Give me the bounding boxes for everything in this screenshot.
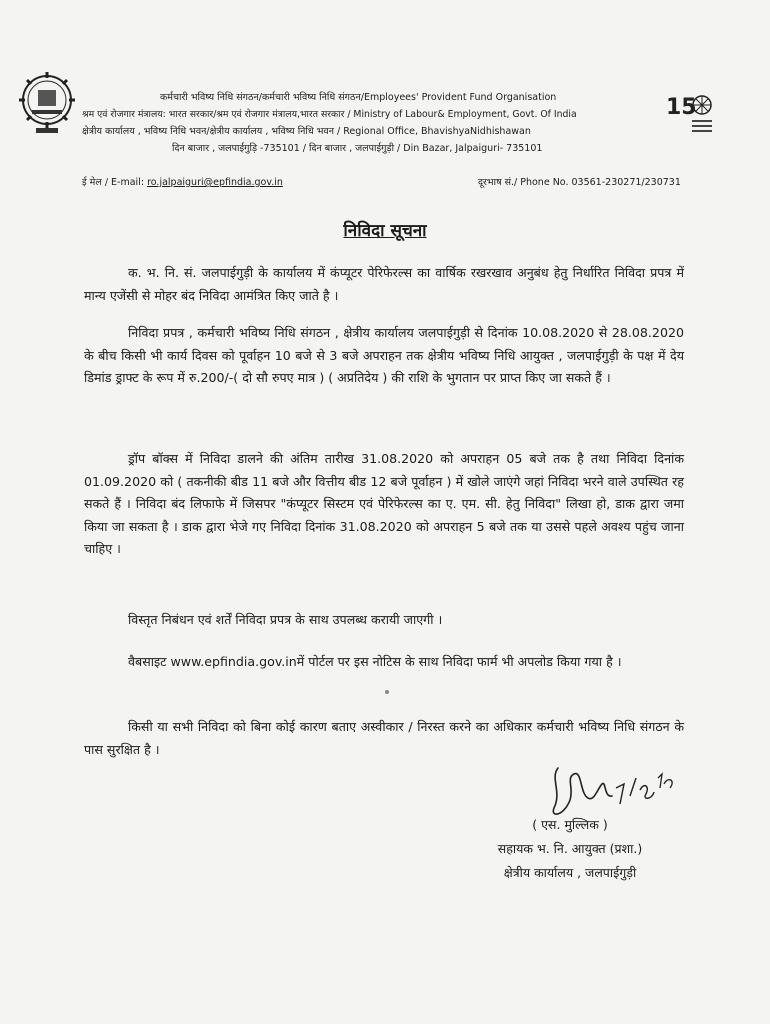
phone-label: दूरभाष सं./ Phone No. [478,177,569,188]
signatory-designation: सहायक भ. नि. आयुक्त (प्रशा.) [497,841,643,856]
signature-block [470,813,670,885]
paragraph-website: वैबसाइट www.epfindia.gov.inमें पोर्टल पर इस नोटिस के साथ निविदा फार्म भी अपलोड किया गया है । [128,654,622,669]
phone-number: 03561-230271/230731 [571,177,681,188]
phone-line [478,175,681,188]
paragraph-tender-form: निविदा प्रपत्र , कर्मचारी भविष्य निधि संगठन , क्षेत्रीय कार्यालय जलपाईगुड़ी से दिनांक 10.08.2020 से 28.08.2020 के बीच किसी भी कार्य दिवस को पूर्वाहन 10 बजे से 3 बजे अपराहन तक क्षेत्रीय भविष्य निधि आयुक्त , जलपाईगुड़ी के पक्ष में देय डिमांड ड्राफ्ट के रूप में रु.200/-( दो सौ रुपए मात्र ) ( अप्रतिदेय ) की राशि के भुगतान पर प्राप्त किए जा सकते हैं । [84,325,684,385]
paragraph-intro: क. भ. नि. सं. जलपाईगुड़ी के कार्यालय में कंप्यूटर पेरिफेरल्स का वार्षिक रखरखाव अनुबंध हेतु निर्धारित निविदा प्रपत्र में मान्य एजेंसी से मोहर बंद निविदा आमंत्रित किए जाते है । [84,265,684,303]
header-org-name: कर्मचारी भविष्य निधि संगठन/कर्मचारी भविष्य निधि संगठन/Employees' Provident Fund Organisation [160,92,557,103]
epfo-emblem-logo [18,70,76,136]
paragraph-rights: किसी या सभी निविदा को बिना कोई कारण बताए अस्वीकार / निरस्त करने का अधिकार कर्मचारी भविष्य निधि संगठन के पास सुरक्षित है । [84,719,684,757]
paragraph-deadline: ड्रॉप बॉक्स में निविदा डालने की अंतिम तारीख 31.08.2020 को अपराहन 05 बजे तक है तथा निविदा दिनांक 01.09.2020 को ( तकनीकी बीड 11 बजे और वित्तीय बीड 12 बजे पूर्वाहन ) में खोले जाएंगे जहां निविदा भरने वाले उपस्थित रह सकते हैं । निविदा बंद लिफाफे में जिसपर "कंप्यूटर सिस्टम एवं पेरिफेरल्स का ए. एम. सी. हेतु निविदा" लिखा हो, डाक द्वारा जमा किया जा सकता है । डाक द्वारा भेजे गए निविदा दिनांक 31.08.2020 को अपराहन 5 बजे तक या उससे पहले अवश्य पहुंच जाना चाहिए । [84,451,684,556]
signatory-name: ( एस. मुल्लिक ) [532,817,608,832]
paragraph-terms: विस्तृत निबंधन एवं शर्तें निविदा प्रपत्र के साथ उपलब्ध करायी जाएगी । [128,612,443,627]
header-address: दिन बाजार , जलपाईगुड़ि -735101 / दिन बाजार , जलपाईगुड़ी / Din Bazar, Jalpaiguri- 735101 [172,143,543,154]
signatory-office: क्षेत्रीय कार्यालय , जलपाईगुड़ी [503,865,637,880]
email-label: ई मेल / E-mail: [82,177,145,188]
email-link[interactable]: ro.jalpaiguri@epfindia.gov.in [147,177,283,188]
svg-text:15: 15 [666,95,697,120]
notice-title: निविदा सूचना [343,221,427,241]
header-office: क्षेत्रीय कार्यालय , भविष्य निधि भवन/क्षेत्रीय कार्यालय , भविष्य निधि भवन / Regional Office, BhavishyaNidhishawan [82,126,531,137]
header-ministry: श्रम एवं रोजगार मंत्रालय: भारत सरकार/श्रम एवं रोजगार मंत्रालय,भारत सरकार / Ministry of Labour& Employment, Govt. Of India [82,109,577,120]
epfo-anniversary-logo [664,90,716,134]
scan-speck [385,690,389,694]
email-line [82,175,283,188]
